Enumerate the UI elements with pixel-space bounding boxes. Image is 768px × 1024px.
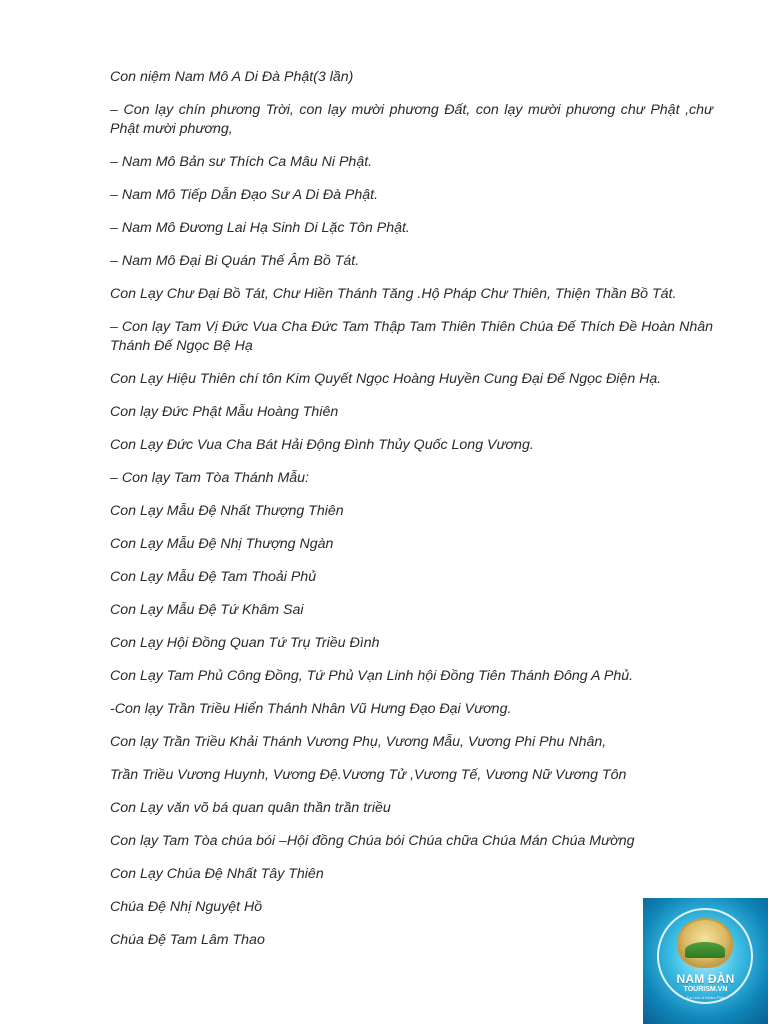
paragraph: Con Lạy Mẫu Đệ Tứ Khâm Sai: [110, 602, 304, 618]
paragraph: Con Lạy Chúa Đệ Nhất Tây Thiên: [110, 866, 324, 882]
paragraph: Trần Triều Vương Huynh, Vương Đệ.Vương Tử ,Vương Tế, Vương Nữ Vương Tôn: [110, 767, 627, 783]
paragraph: Con Lạy Hội Đồng Quan Tứ Trụ Triều Đình: [110, 635, 380, 651]
hills-icon: [685, 942, 725, 958]
paragraph: – Con lạy Tam Tòa Thánh Mẫu:: [110, 470, 309, 486]
paragraph: Con lạy Trần Triều Khải Thánh Vương Phụ, Vương Mẫu, Vương Phi Phu Nhân,: [110, 734, 607, 750]
paragraph: Con Lạy Tam Phủ Công Đồng, Tứ Phủ Vạn Linh hội Đồng Tiên Thánh Đông A Phủ.: [110, 668, 634, 684]
nam-dan-tourism-logo: [643, 898, 768, 1024]
paragraph: -Con lạy Trần Triều Hiển Thánh Nhân Vũ Hưng Đạo Đại Vương.: [110, 701, 512, 717]
paragraph: – Con lạy chín phương Trời, con lạy mười phương Đất, con lạy mười phương chư Phật ,chư Phật mười phương,: [110, 102, 713, 137]
logo-tagline: Du Lịch & Khám Phá: [686, 995, 725, 1000]
paragraph: Con niệm Nam Mô A Di Đà Phật(3 lần): [110, 69, 354, 85]
paragraph: Con Lạy Mẫu Đệ Nhất Thượng Thiên: [110, 503, 344, 519]
document-body: [110, 68, 713, 964]
paragraph: – Nam Mô Tiếp Dẫn Đạo Sư A Di Đà Phật.: [110, 187, 379, 203]
paragraph: Con Lạy Chư Đại Bồ Tát, Chư Hiền Thánh Tăng .Hộ Pháp Chư Thiên, Thiện Thần Bồ Tát.: [110, 286, 677, 302]
paragraph: – Con lạy Tam Vị Đức Vua Cha Đức Tam Thập Tam Thiên Thiên Chúa Đế Thích Đề Hoàn Nhân Thánh Đế Ngọc Bệ Hạ: [110, 319, 713, 354]
paragraph: Con Lạy văn võ bá quan quân thần trần triều: [110, 800, 391, 816]
logo-subtitle: TOURISM.VN: [683, 986, 728, 993]
paragraph: Con lạy Đức Phật Mẫu Hoàng Thiên: [110, 404, 339, 420]
paragraph: – Nam Mô Đương Lai Hạ Sinh Di Lặc Tôn Phật.: [110, 220, 410, 236]
paragraph: – Nam Mô Đại Bi Quán Thế Âm Bồ Tát.: [110, 253, 360, 269]
paragraph: Con Lạy Mẫu Đệ Tam Thoải Phủ: [110, 569, 317, 585]
paragraph: Con Lạy Hiệu Thiên chí tôn Kim Quyết Ngọc Hoàng Huyền Cung Đại Đế Ngọc Điện Hạ.: [110, 371, 662, 387]
paragraph: Con Lạy Đức Vua Cha Bát Hải Động Đình Thủy Quốc Long Vương.: [110, 437, 534, 453]
paragraph: Con Lạy Mẫu Đệ Nhị Thượng Ngàn: [110, 536, 334, 552]
paragraph: – Nam Mô Bản sư Thích Ca Mâu Ni Phật.: [110, 154, 373, 170]
logo-title: NAM ĐÀN: [676, 972, 735, 986]
paragraph: Chúa Đệ Nhị Nguyệt Hồ: [110, 899, 263, 915]
paragraph: Chúa Đệ Tam Lâm Thao: [110, 932, 265, 948]
paragraph: Con lạy Tam Tòa chúa bói –Hội đồng Chúa bói Chúa chữa Chúa Mán Chúa Mường: [110, 833, 635, 849]
